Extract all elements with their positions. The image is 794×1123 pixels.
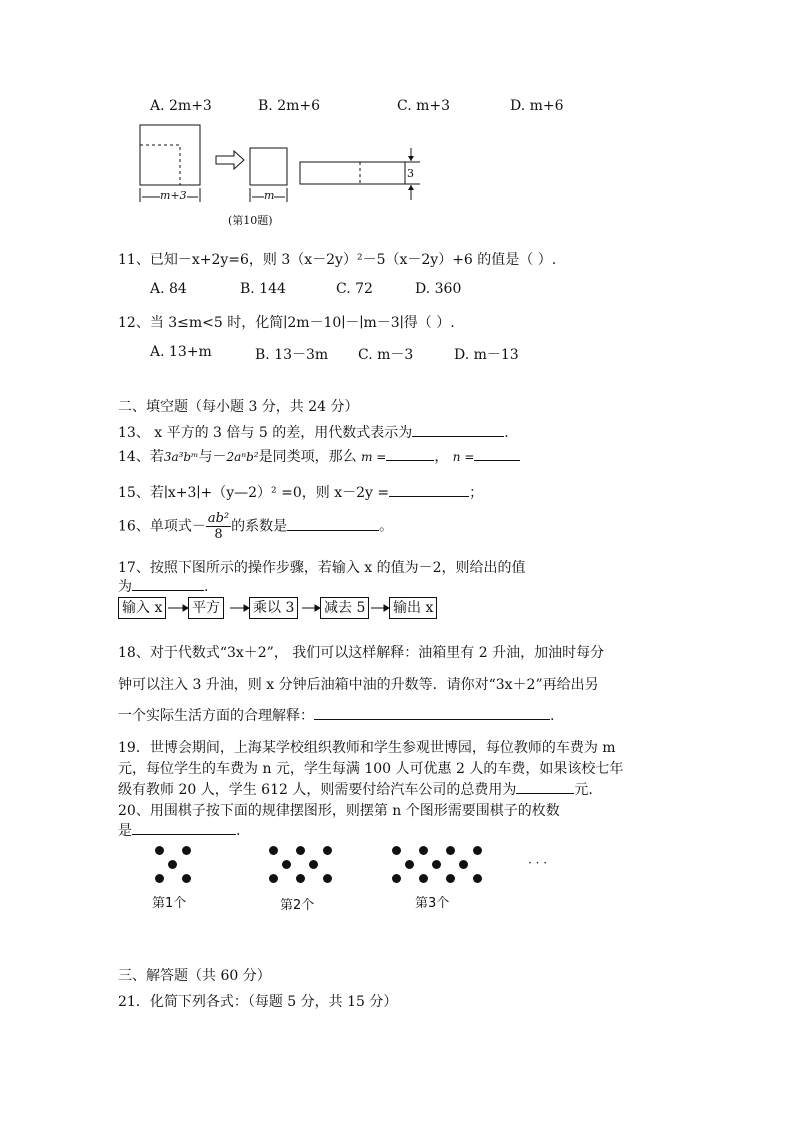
q13: 13、 x 平方的 3 倍与 5 的差，用代数式表示为 .: [118, 422, 509, 442]
q12-stem: 12、当 3≤m<5 时，化简∣2m－10∣－∣m－3∣得（ ）.: [118, 315, 455, 331]
q19-end: 元.: [574, 782, 593, 798]
q12-option-c: C. m－3: [358, 347, 414, 363]
q20-line1: 20、用围棋子按下面的规律摆图形，则摆第 n 个图形需要围棋子的枚数: [118, 803, 560, 819]
q20-line2: [118, 820, 240, 840]
q16-answer-blank[interactable]: [287, 516, 379, 531]
q17-line1: 17、按照下图所示的操作步骤，若输入 x 的值为－2，则给出的值: [118, 560, 526, 576]
q14-m-blank[interactable]: [386, 446, 434, 461]
q12-option-a: A. 13+m: [150, 344, 212, 360]
q16: [118, 511, 393, 542]
q10-option-c: C. m+3: [397, 98, 451, 114]
stone: [405, 860, 414, 869]
stone: [155, 846, 164, 855]
section2-title: 二、填空题（每小题 3 分，共 24 分）: [118, 399, 359, 415]
stone: [392, 846, 401, 855]
q17-line2: [118, 576, 208, 596]
q14-m-label: m =: [361, 450, 387, 464]
q13-text: 13、 x 平方的 3 倍与 5 的差，用代数式表示为: [118, 425, 413, 441]
q10-caption: (第10题): [228, 214, 273, 227]
q11-stem: 11、已知－x+2y=6，则 3（x－2y）²－5（x－2y）+6 的值是（ ）.: [118, 252, 557, 268]
q20-line2-text: 是: [118, 823, 132, 839]
stone: [155, 874, 164, 883]
q14-term2: 2aⁿb²: [226, 450, 259, 464]
q18-line3: [118, 705, 554, 725]
q14-term1: 3a³bᵐ: [163, 450, 199, 464]
q16-denominator: 8: [214, 527, 223, 542]
q21-text: 21．化简下列各式：（每题 5 分，共 15 分）: [118, 994, 398, 1010]
q14-mid: 与－: [198, 449, 227, 465]
stone: [269, 846, 278, 855]
stone: [323, 846, 332, 855]
q13-answer-blank[interactable]: [412, 422, 504, 437]
flow-step-output: 输出 x: [389, 597, 437, 619]
q20-end: .: [236, 823, 241, 839]
q11-option-b: B. 144: [240, 281, 286, 297]
q18-end: .: [550, 708, 555, 724]
stone: [296, 874, 305, 883]
q16-prefix: 16、单项式－: [118, 518, 206, 535]
q11-option-d: D. 360: [415, 281, 462, 297]
q18-answer-blank[interactable]: [314, 705, 550, 720]
q16-end: 。: [379, 518, 394, 535]
q11-option-a: A. 84: [150, 281, 187, 297]
stone: [168, 860, 177, 869]
q10-label-big: m+3: [160, 189, 187, 202]
q14-n-label: n =: [452, 450, 475, 464]
q15-text: 15、若∣x+3∣+（y—2）² =0，则 x－2y =: [118, 485, 390, 501]
stone: [392, 874, 401, 883]
flow-step-square: 平方: [188, 597, 224, 619]
stone: [269, 874, 278, 883]
q19-line1: 19．世博会期间，上海某学校组织教师和学生参观世博园，每位教师的车费为 m: [118, 740, 616, 756]
flow-step-multiply: 乘以 3: [249, 597, 298, 619]
q17-answer-blank[interactable]: [132, 576, 204, 591]
stone: [473, 874, 482, 883]
flow-arrows: [0, 597, 794, 621]
pattern-label-2: 第2个: [280, 898, 315, 913]
q14-prefix: 14、若: [118, 449, 164, 465]
q18-line2: 钟可以注入 3 升油，则 x 分钟后油箱中油的升数等．请你对“3x＋2”再给出另: [118, 677, 599, 693]
stone: [446, 874, 455, 883]
q14-suffix: 是同类项，那么: [258, 449, 357, 465]
q17-line2-text: 为: [118, 579, 132, 595]
flow-step-input: 输入 x: [118, 597, 166, 619]
q15: [118, 482, 483, 502]
stone: [419, 874, 428, 883]
q14-n-blank[interactable]: [474, 446, 520, 461]
stone: [182, 874, 191, 883]
q19-line3: [118, 779, 593, 799]
q18-line1: 18、对于代数式“3x＋2”， 我们可以这样解释：油箱里有 2 升油，加油时每分: [118, 645, 605, 661]
q12-option-d: D. m－13: [454, 347, 519, 363]
pattern-label-1: 第1个: [152, 896, 187, 911]
q11-option-c: C. 72: [336, 281, 373, 297]
stone: [473, 846, 482, 855]
stone: [432, 860, 441, 869]
q10-option-b: B. 2m+6: [258, 98, 321, 114]
q19-answer-blank[interactable]: [516, 779, 574, 794]
q15-end: ；: [469, 485, 484, 501]
stone: [323, 874, 332, 883]
stone: [446, 846, 455, 855]
stone: [459, 860, 468, 869]
q16-numerator: ab²: [207, 511, 230, 526]
q15-answer-blank[interactable]: [389, 482, 469, 497]
pattern-ellipsis: · · ·: [528, 856, 548, 870]
q10-option-a: A. 2m+3: [150, 98, 212, 114]
q14: 14、若3a³bᵐ与－2aⁿb²是同类项，那么 m = ， n =: [118, 446, 520, 466]
stone: [296, 846, 305, 855]
q17-end: .: [204, 579, 209, 595]
stone: [282, 860, 291, 869]
q10-label-small: m: [264, 189, 275, 202]
section3-title: 三、解答题（共 60 分）: [118, 968, 271, 984]
q16-fraction: [206, 511, 231, 542]
q19-line2: 元，每位学生的车费为 n 元，学生每满 100 人可优惠 2 人的车费，如果该校七年: [118, 761, 624, 777]
q10-option-d: D. m+6: [510, 98, 564, 114]
stone: [309, 860, 318, 869]
stone: [419, 846, 428, 855]
flow-step-subtract: 减去 5: [320, 597, 369, 619]
q19-line3-text: 级有教师 20 人，学生 612 人，则需要付给汽车公司的总费用为: [118, 782, 517, 798]
pattern-label-3: 第3个: [415, 896, 450, 911]
q12-option-b: B. 13－3m: [255, 347, 329, 363]
q10-label-three: 3: [407, 167, 414, 180]
q16-suffix: 的系数是: [231, 518, 288, 535]
q20-answer-blank[interactable]: [132, 820, 236, 835]
q18-line3-text: 一个实际生活方面的合理解释：: [118, 708, 314, 724]
stone: [182, 846, 191, 855]
